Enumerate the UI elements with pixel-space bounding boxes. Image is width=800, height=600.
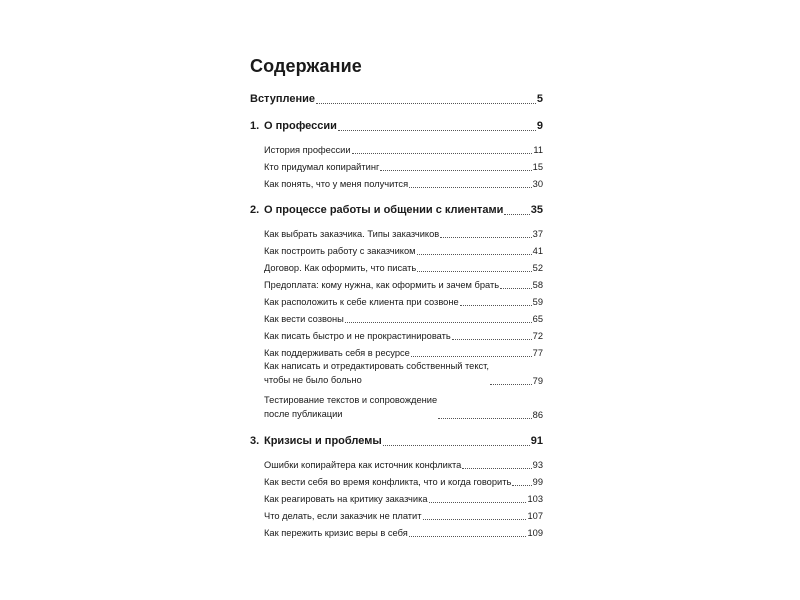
toc-entry-label: Ошибки копирайтера как источник конфликта [264, 460, 462, 470]
toc-page-number: 109 [527, 528, 543, 538]
dot-leader [345, 322, 532, 323]
dot-leader [462, 468, 531, 469]
toc-entry-intro[interactable] [250, 93, 543, 106]
toc-entry-label: Как писать быстро и не прокрастинировать [264, 331, 451, 341]
toc-chapter-heading[interactable] [250, 435, 543, 448]
toc-entry[interactable] [250, 505, 543, 522]
toc-entry-label: Что делать, если заказчик не платит [264, 511, 422, 521]
toc-entry-label: Кто придумал копирайтинг [264, 162, 380, 172]
toc-entry[interactable] [250, 308, 543, 325]
toc-page-number: 35 [530, 204, 543, 216]
dot-leader [440, 237, 531, 238]
toc-page-number: 41 [532, 246, 543, 256]
page-title: Содержание [250, 56, 362, 76]
toc-entry-label: Как понять, что у меня получится [264, 179, 409, 189]
toc-entry-label-line: чтобы не было больно [264, 375, 362, 385]
dot-leader [417, 254, 532, 255]
toc-page-number: 65 [532, 314, 543, 324]
toc-page-number: 5 [536, 93, 543, 105]
toc-entry-label: Как поддерживать себя в ресурсе [264, 348, 410, 358]
dot-leader [411, 356, 532, 357]
toc-entry[interactable] [250, 393, 543, 421]
toc-entry[interactable] [250, 291, 543, 308]
toc-page-number: 99 [532, 477, 543, 487]
toc-entry[interactable] [250, 471, 543, 488]
dot-leader [490, 384, 532, 385]
toc-entry[interactable] [250, 274, 543, 291]
chapter-title: Кризисы и проблемы [264, 435, 382, 447]
toc-entry-label: Как реагировать на критику заказчика [264, 494, 428, 504]
dot-leader [383, 445, 530, 446]
chapter-3 [250, 435, 543, 539]
toc-page-number: 52 [532, 263, 543, 273]
dot-leader [417, 271, 531, 272]
toc-page-number: 37 [532, 229, 543, 239]
toc-entry[interactable] [250, 257, 543, 274]
dot-leader [338, 130, 536, 131]
toc-entry[interactable] [250, 488, 543, 505]
table-of-contents [250, 56, 543, 539]
toc-page-number: 93 [532, 460, 543, 470]
toc-entry-label: Договор. Как оформить, что писать [264, 263, 417, 273]
toc-entry[interactable] [250, 325, 543, 342]
toc-page-number: 59 [532, 297, 543, 307]
toc-entry-label: Как выбрать заказчика. Типы заказчиков [264, 229, 440, 239]
toc-entry-label: Как построить работу с заказчиком [264, 246, 416, 256]
toc-entry[interactable] [250, 359, 543, 387]
chapter-number: 2. [250, 204, 260, 216]
toc-entry-label: Как расположить к себе клиента при созвоне [264, 297, 459, 307]
toc-entry-label: История профессии [264, 145, 351, 155]
toc-entry[interactable] [250, 454, 543, 471]
dot-leader [504, 214, 529, 215]
toc-entry[interactable] [250, 156, 543, 173]
toc-entry-label [264, 359, 489, 387]
toc-page-number: 77 [532, 348, 543, 358]
dot-leader [500, 288, 532, 289]
dot-leader [409, 187, 532, 188]
dot-leader [512, 485, 531, 486]
chapter-number: 3. [250, 435, 260, 447]
toc-entry-label-line: Тестирование текстов и сопровождение [264, 395, 438, 405]
toc-page-number: 11 [533, 145, 543, 155]
toc-entry[interactable] [250, 342, 543, 359]
dot-leader [380, 170, 531, 171]
chapter-1 [250, 120, 543, 190]
toc-entry[interactable] [250, 139, 543, 156]
toc-entry[interactable] [250, 223, 543, 240]
dot-leader [352, 153, 533, 154]
toc-entry-label: Как вести созвоны [264, 314, 344, 324]
toc-entry[interactable] [250, 240, 543, 257]
toc-page-number: 15 [532, 162, 543, 172]
chapter-title: О профессии [264, 120, 337, 132]
chapter-number: 1. [250, 120, 260, 132]
toc-page-number: 103 [527, 494, 543, 504]
dot-leader [438, 418, 532, 419]
toc-page-number: 72 [532, 331, 543, 341]
toc-page-number: 30 [532, 179, 543, 189]
toc-entry[interactable] [250, 173, 543, 190]
toc-entry-label: Вступление [250, 93, 315, 105]
dot-leader [409, 536, 527, 537]
dot-leader [429, 502, 527, 503]
dot-leader [316, 103, 536, 104]
toc-chapter-heading[interactable] [250, 204, 543, 217]
toc-entry-label: Как пережить кризис веры в себя [264, 528, 408, 538]
toc-page-number: 107 [527, 511, 543, 521]
dot-leader [423, 519, 527, 520]
chapter-2 [250, 204, 543, 421]
dot-leader [452, 339, 532, 340]
toc-entry-label-line: после публикации [264, 409, 343, 419]
toc-page-number: 91 [530, 435, 543, 447]
toc-page-number: 79 [532, 376, 543, 386]
toc-page-number: 86 [532, 410, 543, 420]
toc-chapter-heading[interactable] [250, 120, 543, 133]
toc-entry-label-line: Как написать и отредактировать собственный текст, [264, 361, 489, 371]
toc-entry[interactable] [250, 522, 543, 539]
toc-entry-label: Предоплата: кому нужна, как оформить и зачем брать [264, 280, 500, 290]
toc-page-number: 58 [532, 280, 543, 290]
toc-page-number: 9 [536, 120, 543, 132]
toc-entry-label: Как вести себя во время конфликта, что и когда говорить [264, 477, 512, 487]
chapter-title: О процессе работы и общении с клиентами [264, 204, 504, 216]
toc-entry-label [264, 393, 437, 421]
dot-leader [460, 305, 532, 306]
